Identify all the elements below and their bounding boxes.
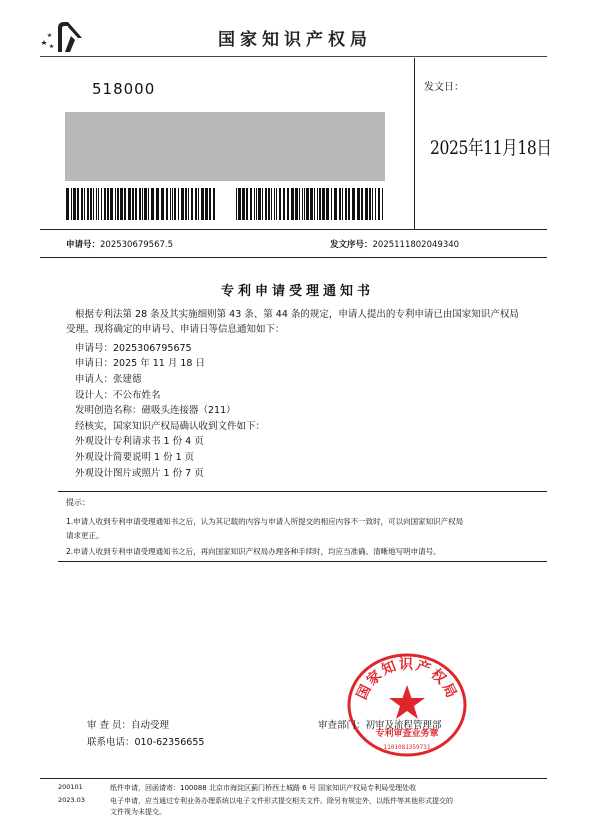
postal-code: 518000 bbox=[92, 80, 156, 98]
footer-line-1: 纸件申请，回函请寄：100088 北京市海淀区蓟门桥西土城路 6 号 国家知识产权局专利局受理处收 bbox=[110, 784, 417, 792]
examiner-label: 审 查 员： bbox=[87, 720, 132, 731]
dispatch-serial-label: 发文序号： bbox=[330, 240, 373, 250]
intro-line-2: 受理。现将确定的申请号、申请日等信息通知如下： bbox=[66, 324, 285, 335]
field-applicant: 申请人：张建德 bbox=[75, 374, 142, 385]
application-number-line bbox=[66, 238, 173, 250]
phone-value: 010-62356655 bbox=[134, 737, 205, 748]
application-number-label: 申请号： bbox=[66, 240, 101, 250]
form-version: 2023.03 bbox=[58, 796, 85, 804]
seal-inner-text: 专利审查业务章 bbox=[375, 729, 439, 739]
field-invention-title: 发明创造名称：磁吸头连接器（211） bbox=[75, 405, 236, 416]
form-code: 200101 bbox=[58, 783, 83, 791]
department-line bbox=[318, 717, 442, 731]
hint-top-rule bbox=[58, 491, 547, 492]
header-rule bbox=[40, 56, 547, 57]
document-item: 外观设计图片或照片 1 份 7 页 bbox=[75, 468, 204, 479]
notice-title: 专利申请受理通知书 bbox=[220, 284, 374, 299]
footer-line-3: 文件视为未提交。 bbox=[110, 808, 166, 816]
hint-bottom-rule bbox=[58, 561, 547, 562]
department-value: 初审及流程管理部 bbox=[365, 720, 442, 731]
department-label: 审查部门： bbox=[318, 720, 366, 731]
official-seal bbox=[346, 652, 468, 758]
address-bottom-rule bbox=[40, 229, 547, 230]
barcode-right bbox=[236, 188, 386, 220]
document-item: 外观设计专利请求书 1 份 4 页 bbox=[75, 436, 204, 447]
redacted-address bbox=[65, 112, 385, 181]
document-item: 外观设计简要说明 1 份 1 页 bbox=[75, 452, 195, 463]
field-designer: 设计人：不公布姓名 bbox=[75, 390, 161, 401]
numbers-rule bbox=[40, 257, 547, 258]
field-application-date: 申请日：2025 年 11 月 18 日 bbox=[75, 358, 205, 369]
phone-label: 联系电话： bbox=[87, 737, 135, 748]
phone-line bbox=[87, 734, 204, 748]
hint-item-1: 1.申请人收到专利申请受理通知书之后，认为其记载的内容与申请人所提交的相应内容不一致时，可以向国家知识产权局 bbox=[66, 517, 464, 526]
examiner-value: 自动受理 bbox=[131, 720, 170, 731]
barcode-left bbox=[66, 188, 218, 220]
dispatch-serial-line bbox=[330, 238, 459, 250]
hint-label: 提示： bbox=[66, 498, 90, 507]
documents-received-intro: 经核实，国家知识产权局确认收到文件如下： bbox=[75, 421, 266, 432]
date-divider bbox=[414, 58, 415, 229]
footer-line-2: 电子申请，应当通过专利业务办理系统以电子文件形式提交相关文件。除另有规定外，以纸件等其他形式提交的 bbox=[110, 797, 453, 805]
application-number-value: 202530679567.5 bbox=[100, 240, 174, 250]
hint-item-2: 2.申请人收到专利申请受理通知书之后，再向国家知识产权局办理各种手续时，均应当准确、清晰地写明申请号。 bbox=[66, 547, 441, 556]
intro-line-1: 根据专利法第 28 条及其实施细则第 43 条、第 44 条的规定，申请人提出的专利申请已由国家知识产权局 bbox=[75, 309, 519, 320]
seal-serial: 1101081359731 bbox=[383, 744, 431, 751]
dispatch-date-label: 发文日： bbox=[424, 82, 464, 93]
dispatch-date: 2025年11月18日 bbox=[430, 137, 552, 159]
hint-item-1-continued: 请求更正。 bbox=[66, 531, 104, 540]
seal-arc-text: 国家知识产权局 bbox=[354, 657, 460, 703]
office-title: 国家知识产权局 bbox=[218, 30, 372, 50]
examiner-line bbox=[87, 717, 169, 731]
dispatch-serial-value: 2025111802049340 bbox=[372, 240, 460, 250]
footer-rule bbox=[40, 778, 547, 779]
field-application-number: 申请号：2025306795675 bbox=[75, 343, 192, 354]
cnipa-logo bbox=[38, 18, 84, 54]
